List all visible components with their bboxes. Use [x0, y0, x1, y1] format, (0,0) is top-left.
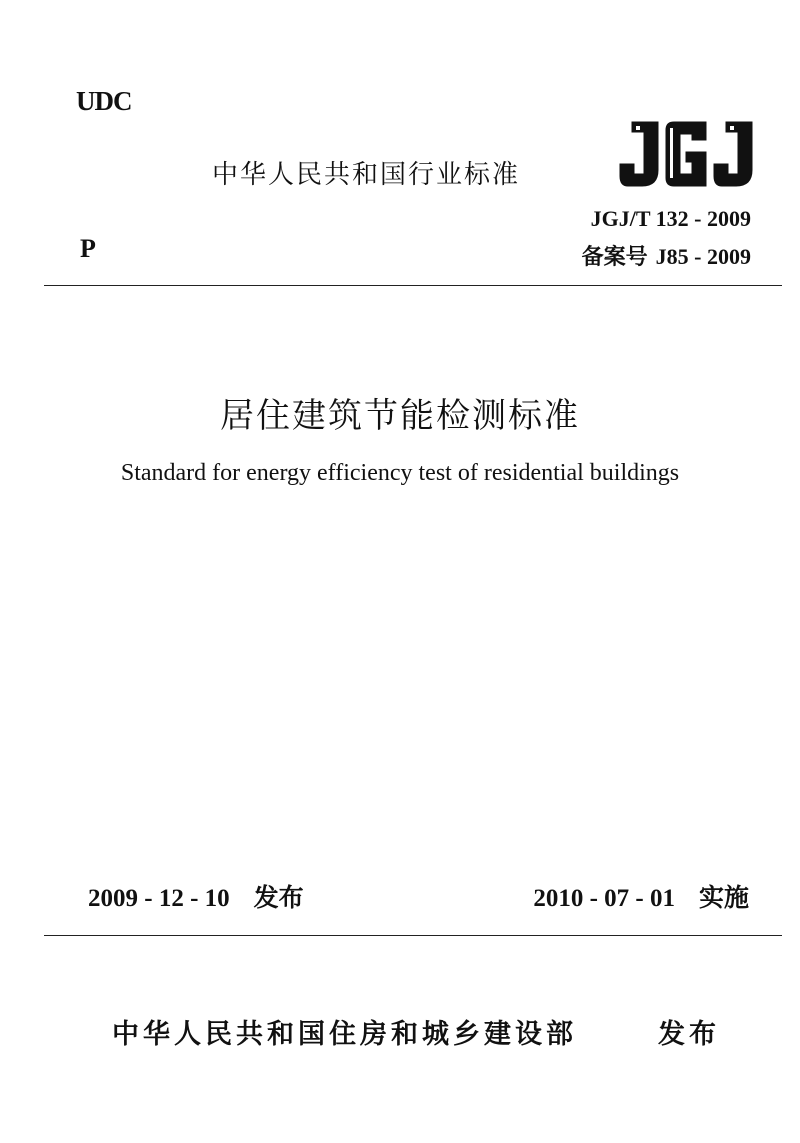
- record-label: 备案号: [581, 245, 648, 270]
- top-divider: [44, 285, 782, 286]
- record-number: [582, 240, 751, 271]
- title-english: Standard for energy efficiency test of residential buildings: [120, 460, 680, 486]
- publisher-name: 中华人民共和国住房和城乡建设部: [112, 1019, 577, 1050]
- classification-code: P: [80, 234, 96, 263]
- title-chinese: 居住建筑节能检测标准: [220, 396, 580, 436]
- publisher-action: 发布: [658, 1019, 720, 1050]
- jgj-logo: [618, 118, 754, 190]
- udc-label: UDC: [76, 86, 132, 116]
- issue-label: 发布: [253, 883, 304, 912]
- bottom-divider: [44, 935, 782, 936]
- industry-standard-heading: 中华人民共和国行业标准: [212, 160, 521, 190]
- implementation-date-line: [533, 878, 749, 914]
- standard-number: JGJ/T 132 - 2009: [590, 206, 751, 231]
- issue-date: 2009 - 12 - 10: [88, 885, 230, 912]
- implementation-date: 2010 - 07 - 01: [533, 885, 675, 912]
- issue-date-line: [88, 878, 304, 914]
- implementation-label: 实施: [698, 883, 749, 912]
- record-value: J85 - 2009: [655, 244, 751, 269]
